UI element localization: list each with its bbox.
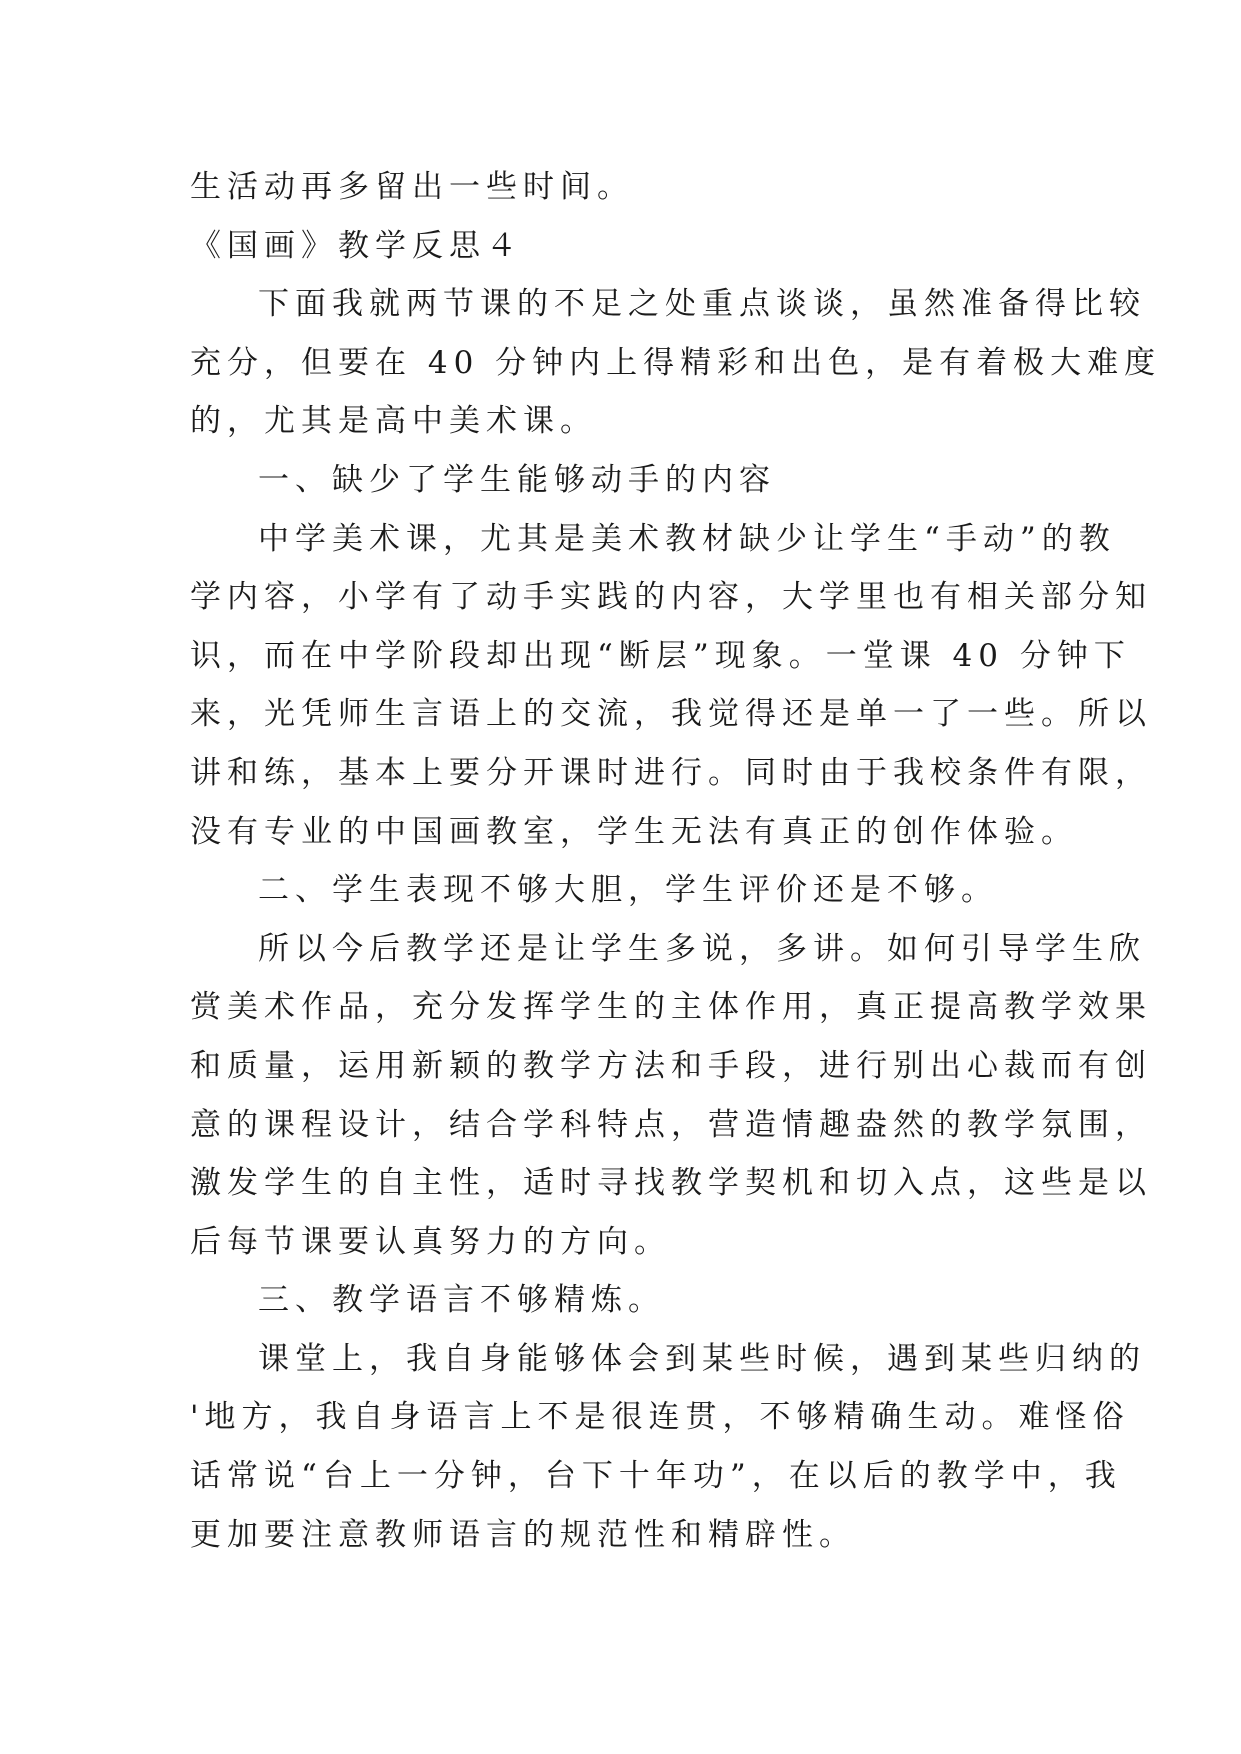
text-line: 意的课程设计，结合学科特点，营造情趣盎然的教学氛围， (190, 1106, 1152, 1143)
text-line: 识，而在中学阶段却出现“断层”现象。一堂课 40 分钟下 (190, 637, 1131, 674)
text-line: 的，尤其是高中美术课。 (190, 403, 597, 440)
text-line: 充分，但要在 40 分钟内上得精彩和出色，是有着极大难度 (190, 344, 1162, 381)
text-line: 来，光凭师生言语上的交流，我觉得还是单一了一些。所以 (190, 696, 1152, 733)
section-title: 《国画》教学反思４ (190, 227, 523, 264)
text-line: 讲和练，基本上要分开课时进行。同时由于我校条件有限， (190, 754, 1152, 791)
section-heading: 一、缺少了学生能够动手的内容 (258, 461, 776, 498)
text-line: 激发学生的自主性，适时寻找教学契机和切入点，这些是以 (190, 1165, 1152, 1202)
text-line: 和质量，运用新颖的教学方法和手段，进行别出心裁而有创 (190, 1047, 1152, 1084)
text-line: 赏美术作品，充分发挥学生的主体作用，真正提高教学效果 (190, 989, 1152, 1026)
text-line: 后每节课要认真努力的方向。 (190, 1223, 671, 1260)
text-line: 下面我就两节课的不足之处重点谈谈，虽然准备得比较 (258, 286, 1146, 323)
text-line: 更加要注意教师语言的规范性和精辟性。 (190, 1516, 856, 1553)
document-page (190, 158, 1162, 1564)
text-line: 话常说“台上一分钟，台下十年功”，在以后的教学中，我 (190, 1458, 1122, 1495)
text-line: 生活动再多留出一些时间。 (190, 169, 634, 205)
text-line: 中学美术课，尤其是美术教材缺少让学生“手动”的教 (258, 520, 1116, 557)
text-line: 所以今后教学还是让学生多说，多讲。如何引导学生欣 (258, 930, 1146, 967)
text-line: 学内容，小学有了动手实践的内容，大学里也有相关部分知 (190, 579, 1152, 616)
text-line: '地方，我自身语言上不是很连贯，不够精确生动。难怪俗 (190, 1399, 1130, 1436)
text-line: 课堂上，我自身能够体会到某些时候，遇到某些归纳的 (258, 1340, 1146, 1377)
section-heading: 三、教学语言不够精炼。 (258, 1282, 665, 1319)
section-heading: 二、学生表现不够大胆，学生评价还是不够。 (258, 872, 998, 909)
text-line: 没有专业的中国画教室，学生无法有真正的创作体验。 (190, 813, 1078, 850)
